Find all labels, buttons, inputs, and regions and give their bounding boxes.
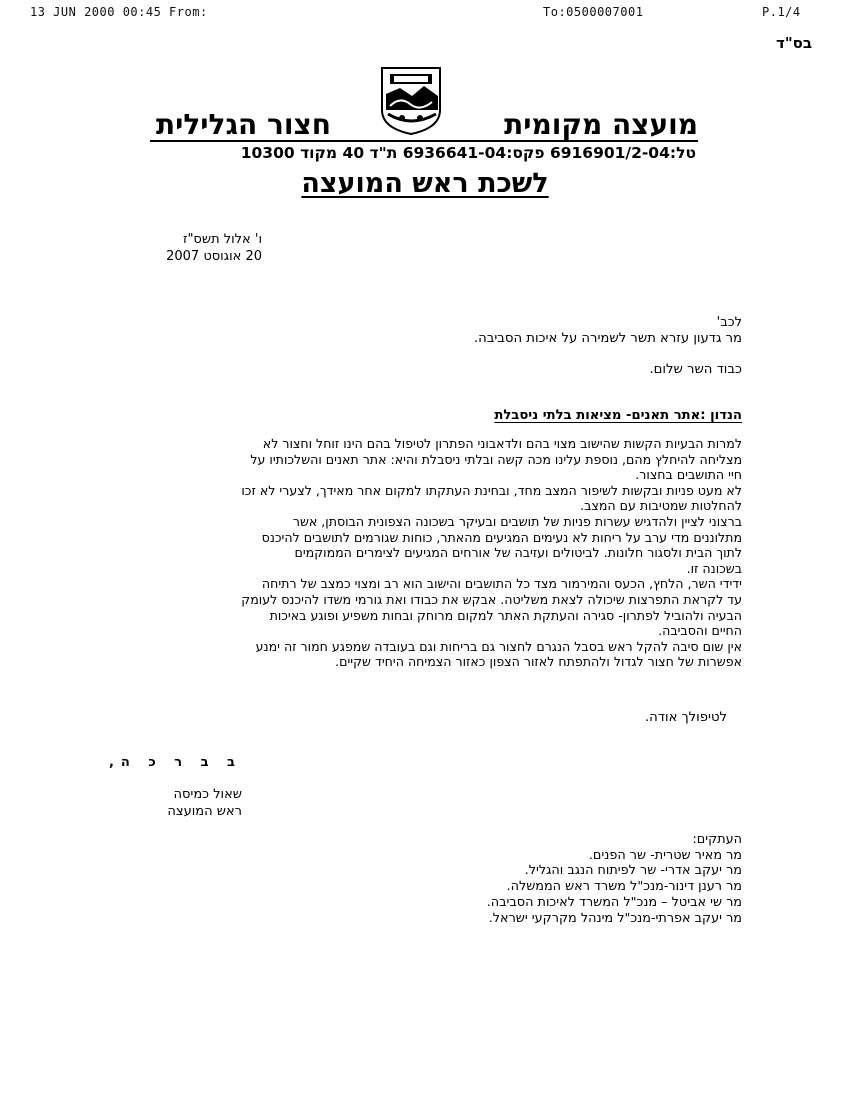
body-line: להחלטות שמטיבות עם המצב. (580, 498, 742, 514)
recipient-name: מר גדעון עזרא תשר לשמירה על איכות הסביבה. (473, 331, 742, 346)
hebrew-date: ו' אלול תשס"ז (182, 232, 262, 247)
subject-line: הנדון :אתר תאנים- מציאות בלתי ניסבלת (494, 408, 742, 423)
letter-body (102, 436, 742, 670)
fax-header-recipient: To:0500007001 (543, 5, 644, 19)
body-line: ברצוני לציין ולהדגיש עשרות פניות של תושבים ובעיקר בשכונה הצפונית הבוסתן, אשר (292, 513, 742, 529)
recipient-label: לכב' (716, 315, 742, 330)
bsd-mark: בס"ד (776, 34, 812, 52)
body-line: אין שום סיבה להקל ראש בסבל הנגרם לחצור גם בריחות וגם בעובדה שמפגע חמור זה ימנע (255, 638, 742, 654)
body-line: בשכונה זו. (686, 560, 742, 576)
closing-line: לטיפולך אודה. (644, 710, 727, 725)
body-line: החיים והסביבה. (658, 623, 742, 639)
council-name: מועצה מקומית (504, 108, 698, 141)
copy-recipient: מר יעקב אפרתי-מנכ"ל מינהל מקרקעי ישראל. (488, 910, 742, 926)
body-line: לתוך הבית ולסגור חלונות. לביטולים ועזיבה של אורחים המגיעים לצימרים הממוקמים (294, 545, 742, 561)
copy-recipient: מר רענן דינור-מנכ"ל משרד ראש הממשלה. (506, 879, 742, 895)
fax-header-page-number: P.1/4 (762, 5, 801, 19)
letterhead-office: לשכת ראש המועצה (301, 168, 549, 199)
signature-blessing: ב ב ר כ ה, (108, 755, 242, 770)
body-line: למרות הבעיות הקשות שהישוב מצוי בהם ולדאבוני הפתרון לטיפול בהם הינו זוחל וחצור לא (262, 436, 742, 451)
body-line: ידידי השר, הלחץ, הכעס והמירמור מצד כל התושבים והישוב הוא רב ומצוי כמצב של רתיחה (261, 576, 742, 592)
body-line: מצליחה להיחלץ מהם, נוספת עלינו מכה קשה ובלתי ניסבלת והיא: אתר תאנים והשלכותיו על (250, 451, 742, 467)
signer-name: שאול כמיסה (173, 787, 242, 802)
copy-recipient: מר שי אביטל – מנכ"ל המשרד לאיכות הסביבה. (486, 894, 742, 910)
body-line: לא מעט פניות ובקשות לשיפור המצב מחד, ובחינת העתקתו למקום אחר מאידך, לצערי לא זכו (241, 482, 742, 498)
greeting: כבוד השר שלום. (649, 362, 742, 377)
copy-recipient: מר יעקב אדרי- שר לפיתוח הנגב והגליל. (524, 863, 742, 879)
body-line: הבעיה ולהוביל לפתרון- סגירה והעתקת האתר למקום מרוחק ובחות משפיע ופוגע באיכות (269, 607, 742, 623)
letterhead-contact: טל:6916901/2-04 פקס:6936641-04 ת"ד 40 מקוד 10300 (240, 144, 696, 162)
copy-recipient: מר מאיר שטרית- שר הפנים. (588, 847, 742, 863)
council-place: חצור הגלילית (156, 108, 331, 141)
body-line: חיי התושבים בחצור. (635, 467, 742, 483)
copies-list (402, 832, 742, 926)
body-line: עד לקראת התפרצות שיכולה לצאת משליטה. אבקש את כבודו ואת גורמי משדו להיכנס לעומק (241, 591, 742, 607)
fax-header-sender: 13 JUN 2000 00:45 From: (30, 5, 208, 19)
signer-title: ראש המועצה (167, 804, 242, 819)
body-line: אפשרות של חצור לגדול ולהתפתח לאזור הצפון כאזור הצמיחה היחיד שקיים. (335, 654, 742, 670)
gregorian-date: 20 אוגוסט 2007 (166, 249, 262, 264)
letterhead-council-line (150, 108, 698, 142)
body-line: מתלוננים מדי ערב על ריחות לא נעימים המגיעים מהאתר, כוחות שגורמים לתושבים להיכנס (261, 529, 742, 545)
copies-label: העתקים: (692, 832, 742, 847)
